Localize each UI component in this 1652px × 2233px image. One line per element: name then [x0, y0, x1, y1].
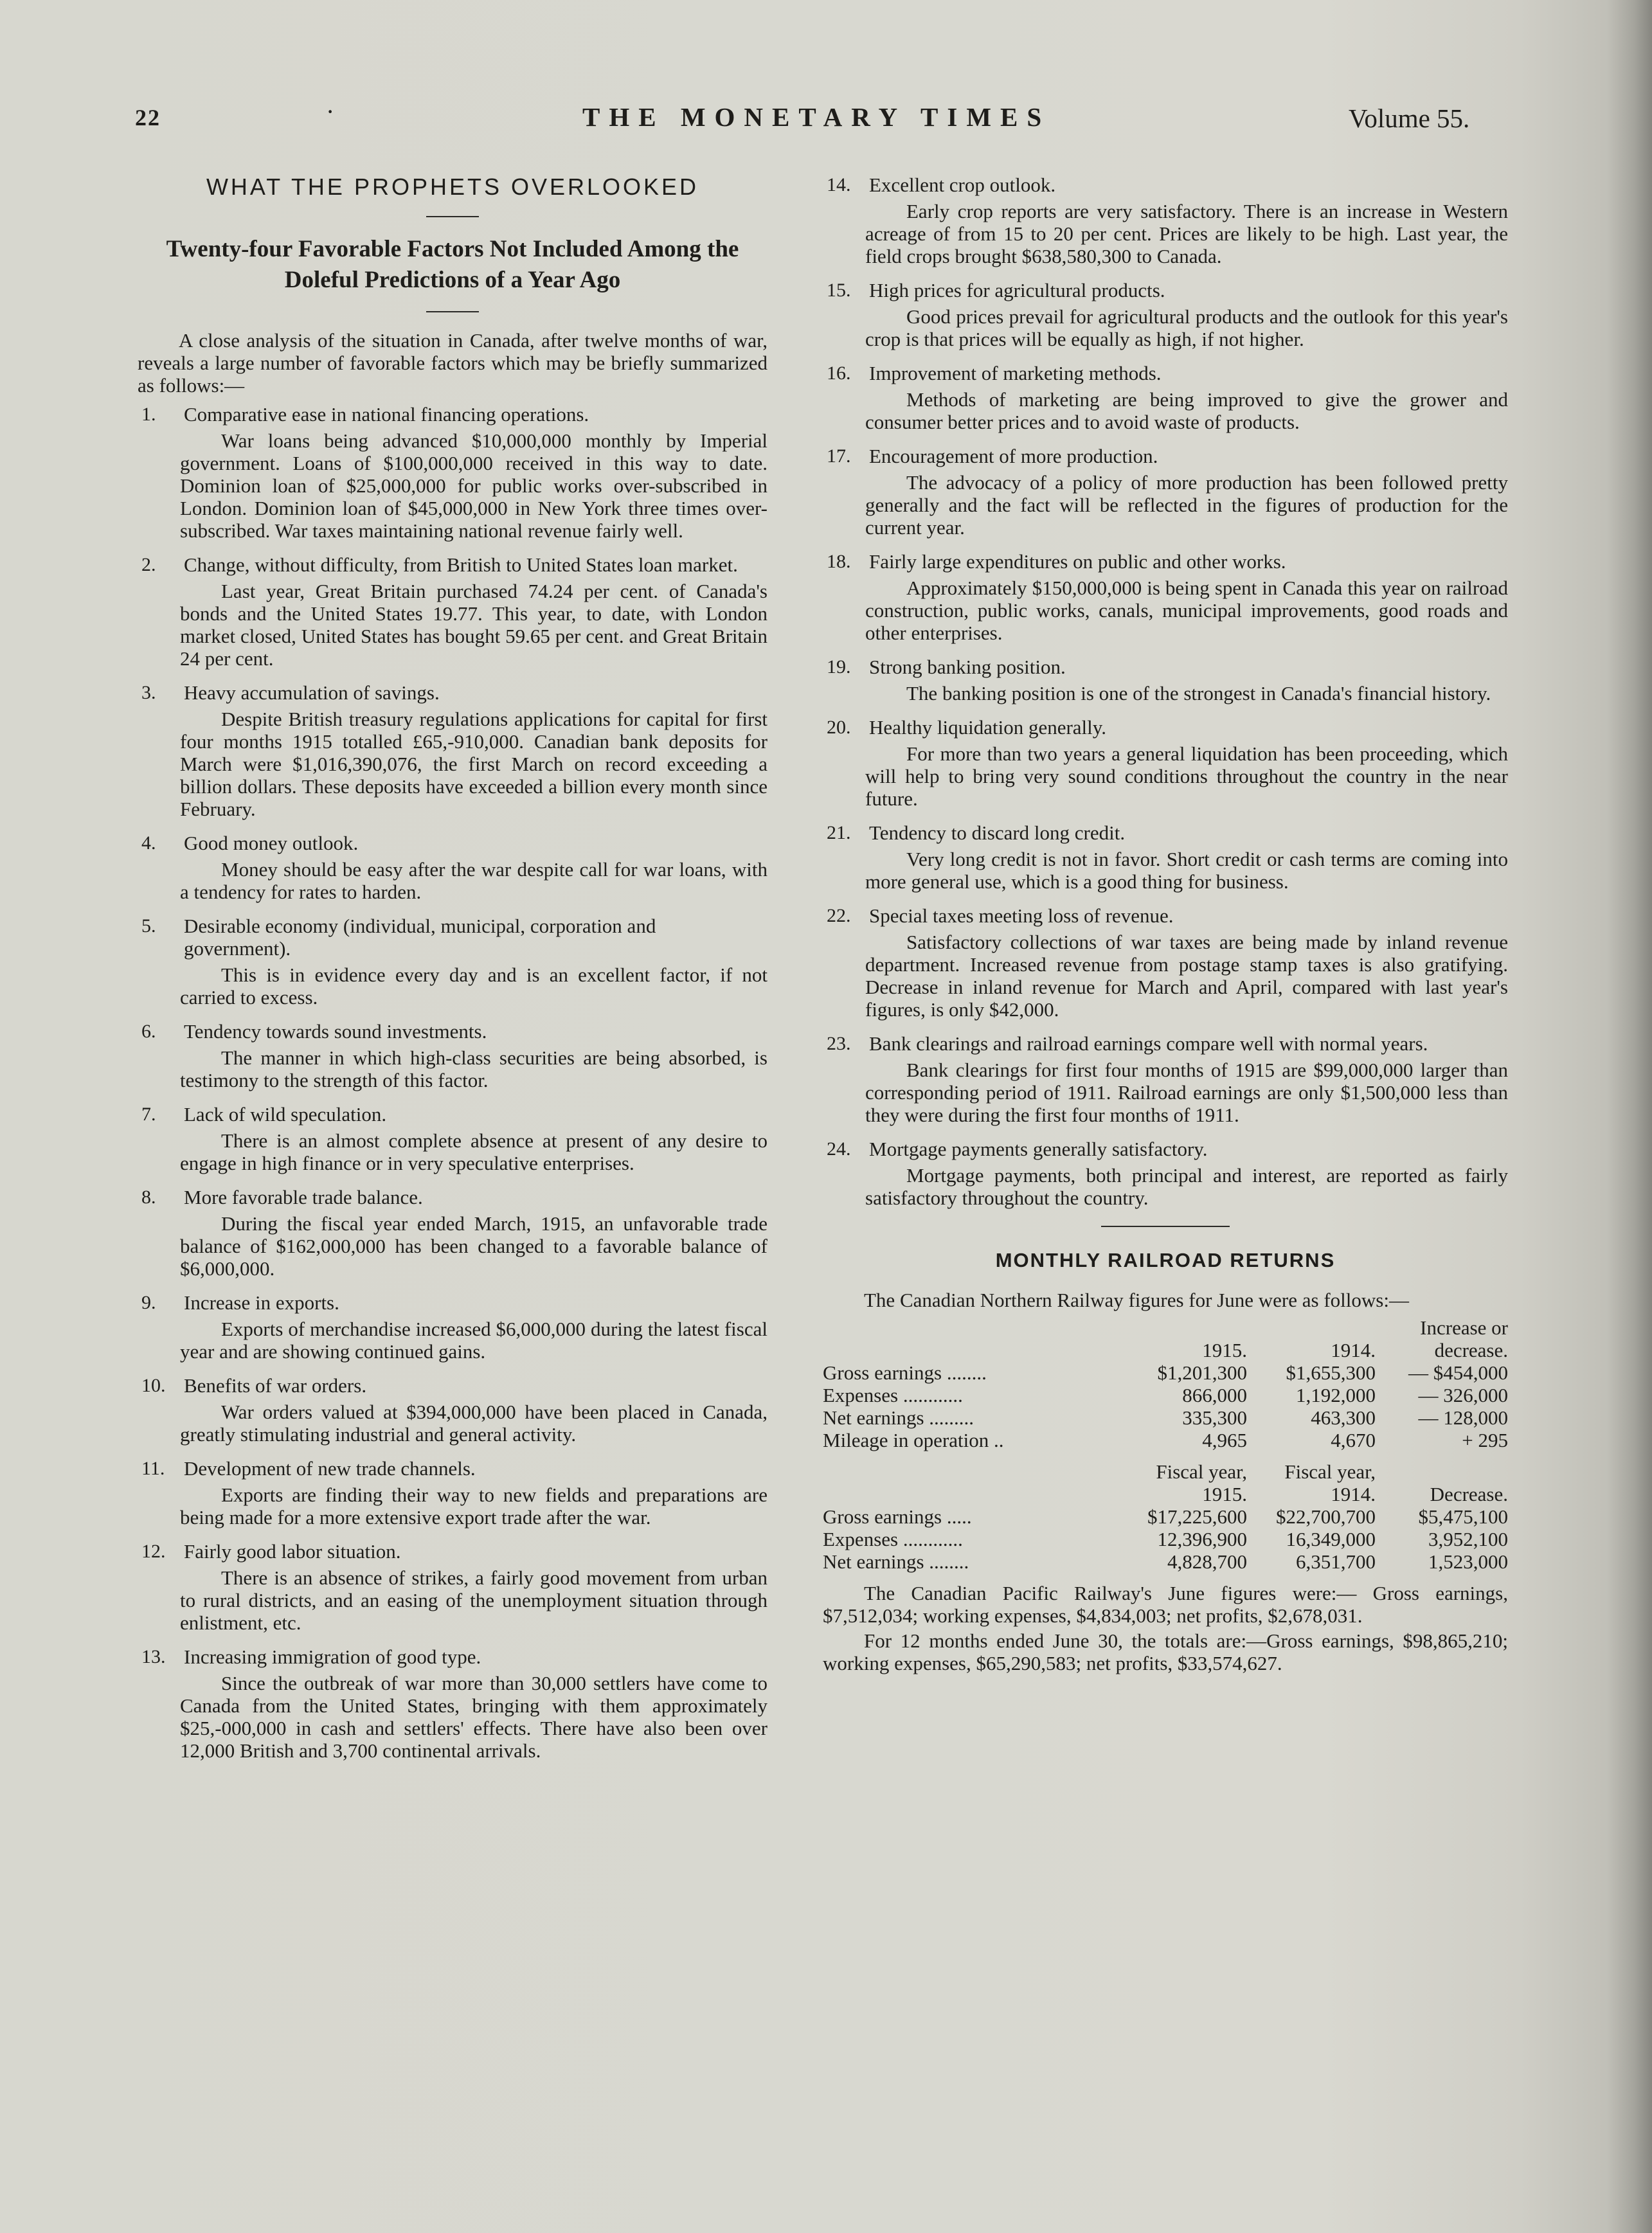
- factor-item: [138, 1540, 768, 1634]
- factor-body: [865, 362, 1508, 433]
- factor-text: Despite British treasury regulations applications for capital for first four months 1915 totalled £65,-910,000. Canadian bank deposits for March were $1,016,390,076, the first March on record exceeding a billion dollars. These deposits have exceeded a billion every month since February.: [180, 708, 768, 820]
- table-row: [823, 1505, 1508, 1528]
- factor-text: Bank clearings for first four months of 1915 are $99,000,000 larger than corresponding period of 1911. Railroad earnings are only $1,500,000 less than they were during the first four months of 1911.: [865, 1059, 1508, 1126]
- table-header-top: [823, 1316, 1508, 1339]
- factor-number: 22.: [827, 905, 851, 926]
- factor-heading: Improvement of marketing methods.: [869, 362, 1162, 384]
- table-header-cell: [823, 1483, 1106, 1505]
- factor-heading: Special taxes meeting loss of revenue.: [869, 904, 1174, 927]
- table-row: [823, 1384, 1508, 1406]
- factor-item: [138, 832, 768, 903]
- factor-text: Since the outbreak of war more than 30,000 settlers have come to Canada from the United States, bringing with them approximately $25,-000,000 in cash and settlers' effects. There have also been over 12,000 British and 3,700 continental arrivals.: [180, 1672, 768, 1762]
- factor-text: This is in evidence every day and is an excellent factor, if not carried to excess.: [180, 964, 768, 1009]
- title-rule: [426, 216, 479, 217]
- factor-body: [180, 1457, 768, 1529]
- page-edge-shadow: [1607, 0, 1652, 2233]
- table-header-cell: Increase or: [1420, 1316, 1508, 1339]
- factor-text: Exports are finding their way to new fields and preparations are being made for a more extensive export trade after the war.: [180, 1484, 768, 1529]
- factor-heading: Fairly good labor situation.: [184, 1540, 401, 1563]
- factor-text: The banking position is one of the strongest in Canada's financial history.: [906, 682, 1491, 704]
- factor-body: [180, 553, 768, 670]
- factor-item: [823, 821, 1508, 893]
- factor-body: [180, 832, 768, 903]
- table-cell: 4,828,700: [1167, 1550, 1247, 1573]
- table-header-top: [823, 1460, 1508, 1483]
- article-subtitle: Twenty-four Favorable Factors Not Included Among the Doleful Predictions of a Year Ago: [166, 236, 739, 293]
- table-header-cell: 1915.: [1202, 1339, 1247, 1361]
- factor-heading: Lack of wild speculation.: [184, 1103, 387, 1125]
- table-cell: 335,300: [1182, 1406, 1247, 1429]
- table-cell: — $454,000: [1408, 1361, 1508, 1384]
- factor-text: For more than two years a general liquidation has been proceeding, which will help to bring very sound conditions throughout the country in the near future.: [865, 742, 1508, 810]
- factor-number: 17.: [827, 445, 851, 467]
- right-column: [823, 174, 1508, 1674]
- factor-number: 7.: [141, 1104, 156, 1125]
- factor-number: 10.: [141, 1375, 166, 1396]
- factor-number: 19.: [827, 656, 851, 677]
- table-row: [823, 1550, 1508, 1573]
- factor-number: 20.: [827, 717, 851, 738]
- factor-number: 2.: [141, 554, 156, 575]
- factor-number: 3.: [141, 682, 156, 703]
- table-header-cell: 1914.: [1331, 1339, 1376, 1361]
- table-header: [823, 1339, 1508, 1361]
- factor-item: [823, 1138, 1508, 1209]
- factor-heading: Mortgage payments generally satisfactory.: [869, 1138, 1208, 1160]
- cnr-fiscal-rows: [823, 1505, 1508, 1573]
- table-header: [823, 1483, 1508, 1505]
- table-header-cell: [823, 1460, 1106, 1483]
- factor-item: [138, 403, 768, 542]
- subtitle-rule: [426, 311, 479, 312]
- factor-item: [823, 279, 1508, 350]
- table-cell: — 128,000: [1418, 1406, 1508, 1429]
- factor-body: [180, 1646, 768, 1762]
- factor-body: [869, 656, 1508, 704]
- table-row: [823, 1429, 1508, 1451]
- factor-text: Last year, Great Britain purchased 74.24 per cent. of Canada's bonds and the United States 19.77. This year, to date, with London market closed, United States has bought 59.65 per cent. and Great Britain 24 per cent.: [180, 580, 768, 670]
- table-row: [823, 1528, 1508, 1550]
- factor-text: Early crop reports are very satisfactory. There is an increase in Western acreage of from 15 to 20 per cent. Prices are likely to be high. Last year, the field crops brought $638,580,300 to Canada.: [865, 200, 1508, 267]
- factor-text: Exports of merchandise increased $6,000,000 during the latest fiscal year and are showing continued gains.: [180, 1318, 768, 1363]
- factor-item: [138, 1103, 768, 1174]
- table-header-cell: [1376, 1460, 1508, 1483]
- factor-number: 16.: [827, 363, 851, 384]
- factor-body: [180, 1291, 768, 1363]
- factor-number: 5.: [141, 915, 156, 937]
- factor-heading: Increasing immigration of good type.: [184, 1646, 481, 1668]
- table-cell: 866,000: [1182, 1384, 1247, 1406]
- page-number: 22: [135, 105, 161, 130]
- table-cell: 1,523,000: [1428, 1550, 1508, 1573]
- factor-item: [138, 1646, 768, 1762]
- factor-text: The manner in which high-class securities are being absorbed, is testimony to the strength of this factor.: [180, 1046, 768, 1091]
- factor-number: 11.: [141, 1458, 165, 1479]
- cnr-monthly-table: [823, 1316, 1508, 1451]
- factor-heading: Strong banking position.: [869, 656, 1066, 678]
- factor-body: [180, 1540, 768, 1634]
- factor-text: Money should be easy after the war despite call for war loans, with a tendency for rates to harden.: [180, 858, 768, 903]
- factor-text: Methods of marketing are being improved to give the grower and consumer better prices and to avoid waste of products.: [865, 388, 1508, 433]
- factor-heading: Good money outlook.: [184, 832, 359, 854]
- factor-text: The advocacy of a policy of more production has been followed pretty generally and the fact will be reflected in the figures of production for the current year.: [865, 471, 1508, 539]
- factor-item: [138, 1291, 768, 1363]
- factor-item: [823, 904, 1508, 1021]
- factor-item: [823, 656, 1508, 704]
- factor-heading: Benefits of war orders.: [184, 1374, 367, 1397]
- table-cell: $1,655,300: [1286, 1361, 1376, 1384]
- header-dot: ·: [326, 97, 335, 126]
- factor-body: [865, 550, 1508, 644]
- factor-item: [823, 1032, 1508, 1126]
- article-intro: A close analysis of the situation in Canada, after twelve months of war, reveals a large number of favorable factors which may be briefly summarized as follows:—: [138, 329, 768, 397]
- table-cell: 12,396,900: [1157, 1528, 1247, 1550]
- factor-body: [180, 1374, 768, 1446]
- table-cell: + 295: [1462, 1429, 1508, 1451]
- factor-text: There is an absence of strikes, a fairly good movement from urban to rural districts, and an easing of the unemployment situation through enlistment, etc.: [180, 1566, 768, 1634]
- cpr-annual-figures: For 12 months ended June 30, the totals are:—Gross earnings, $98,865,210; working expenses, $65,290,583; net profits, $33,574,627.: [823, 1629, 1508, 1674]
- factor-number: 15.: [827, 280, 851, 301]
- factor-heading: Excellent crop outlook.: [869, 174, 1056, 196]
- table-row: [823, 1406, 1508, 1429]
- factor-number: 13.: [141, 1646, 166, 1667]
- factor-number: 6.: [141, 1021, 156, 1042]
- volume-label: Volume 55.: [1349, 103, 1470, 133]
- table-cell: Gross earnings .....: [823, 1505, 972, 1528]
- factor-heading: Tendency towards sound investments.: [184, 1020, 487, 1043]
- factor-body: [180, 403, 768, 542]
- table-cell: Expenses ............: [823, 1528, 963, 1550]
- factor-text: Mortgage payments, both principal and interest, are reported as fairly satisfactory throughout the country.: [865, 1164, 1508, 1209]
- factor-body: [865, 445, 1508, 539]
- table-cell: Gross earnings ........: [823, 1361, 987, 1384]
- factor-number: 24.: [827, 1138, 851, 1160]
- table-header-cell: Fiscal year,: [1284, 1460, 1376, 1483]
- factor-number: 9.: [141, 1292, 156, 1313]
- left-item-list: [138, 403, 768, 1762]
- factor-heading: Encouragement of more production.: [869, 445, 1158, 467]
- factor-number: 4.: [141, 832, 156, 854]
- left-column: [138, 174, 768, 1773]
- railroad-intro: The Canadian Northern Railway figures for June were as follows:—: [864, 1289, 1409, 1311]
- table-cell: Mileage in operation ..: [823, 1429, 1004, 1451]
- factor-heading: Tendency to discard long credit.: [869, 821, 1126, 844]
- table-cell: 3,952,100: [1428, 1528, 1508, 1550]
- factor-item: [823, 174, 1508, 267]
- factor-heading: More favorable trade balance.: [184, 1186, 423, 1208]
- factor-item: [823, 445, 1508, 539]
- factor-text: Very long credit is not in favor. Short credit or cash terms are coming into more general use, which is a good thing for business.: [865, 848, 1508, 893]
- factor-text: During the fiscal year ended March, 1915, an unfavorable trade balance of $162,000,000 has been changed to a favorable balance of $6,000,000.: [180, 1212, 768, 1280]
- factor-body: [180, 681, 768, 820]
- factor-body: [180, 1020, 768, 1091]
- factor-body: [865, 716, 1508, 810]
- factor-body: [865, 904, 1508, 1021]
- table-cell: Net earnings .........: [823, 1406, 974, 1429]
- factor-number: 8.: [141, 1187, 156, 1208]
- factor-text: Approximately $150,000,000 is being spent in Canada this year on railroad construction, public works, canals, municipal improvements, good roads and other enterprises.: [865, 577, 1508, 644]
- table-header-cell: Decrease.: [1430, 1483, 1508, 1505]
- factor-item: [138, 681, 768, 820]
- article-title: WHAT THE PROPHETS OVERLOOKED: [206, 174, 699, 200]
- factor-item: [138, 1020, 768, 1091]
- table-header-cell: decrease.: [1434, 1339, 1508, 1361]
- factor-item: [138, 1457, 768, 1529]
- factor-number: 12.: [141, 1541, 166, 1562]
- cpr-june-figures: The Canadian Pacific Railway's June figures were:— Gross earnings, $7,512,034; working expenses, $4,834,003; net profits, $2,678,031.: [823, 1582, 1508, 1627]
- factor-item: [138, 553, 768, 670]
- table-cell: $17,225,600: [1147, 1505, 1247, 1528]
- factor-number: 1.: [141, 404, 156, 425]
- page-header: [0, 96, 1652, 141]
- factor-number: 18.: [827, 551, 851, 572]
- cnr-fiscal-table: [823, 1460, 1508, 1573]
- factor-item: [138, 1186, 768, 1280]
- factor-heading: Fairly large expenditures on public and other works.: [869, 550, 1286, 573]
- table-cell: $1,201,300: [1157, 1361, 1247, 1384]
- table-row: [823, 1361, 1508, 1384]
- factor-heading: Change, without difficulty, from British to United States loan market.: [184, 553, 738, 576]
- factor-heading: Bank clearings and railroad earnings compare well with normal years.: [869, 1032, 1428, 1055]
- factor-body: [180, 1186, 768, 1280]
- factor-heading: Development of new trade channels.: [184, 1457, 476, 1480]
- factor-item: [138, 915, 768, 1009]
- factor-body: [865, 1138, 1508, 1209]
- factor-number: 23.: [827, 1033, 851, 1054]
- table-cell: $5,475,100: [1418, 1505, 1508, 1528]
- factor-number: 14.: [827, 174, 851, 195]
- factor-body: [865, 174, 1508, 267]
- publication-title: THE MONETARY TIMES: [582, 102, 1051, 132]
- table-cell: — 326,000: [1418, 1384, 1508, 1406]
- factor-heading: Healthy liquidation generally.: [869, 716, 1107, 739]
- factor-text: There is an almost complete absence at present of any desire to engage in high finance or in very speculative enterprises.: [180, 1129, 768, 1174]
- factor-text: War loans being advanced $10,000,000 monthly by Imperial government. Loans of $100,000,000 received in this way to date. Dominion loan of $25,000,000 for public works over-subscribed in London. Dominion loan of $45,000,000 in New York three times over-subscribed. War taxes maintaining national revenue fairly well.: [180, 429, 768, 542]
- table-cell: 4,965: [1202, 1429, 1247, 1451]
- table-cell: 4,670: [1331, 1429, 1376, 1451]
- table-cell: 16,349,000: [1286, 1528, 1376, 1550]
- table-header-cell: 1915.: [1202, 1483, 1247, 1505]
- factor-heading: Heavy accumulation of savings.: [184, 681, 440, 704]
- table-cell: $22,700,700: [1276, 1505, 1376, 1528]
- railroad-rule: [1101, 1226, 1230, 1227]
- table-cell: 6,351,700: [1296, 1550, 1376, 1573]
- factor-body: [865, 279, 1508, 350]
- factor-heading: Increase in exports.: [184, 1291, 339, 1314]
- railroad-title: MONTHLY RAILROAD RETURNS: [995, 1249, 1336, 1271]
- table-header-cell: 1914.: [1331, 1483, 1376, 1505]
- factor-item: [138, 1374, 768, 1446]
- factor-heading: Desirable economy (individual, municipal, corporation and government).: [184, 915, 656, 960]
- table-cell: 1,192,000: [1296, 1384, 1376, 1406]
- table-cell: Net earnings ........: [823, 1550, 969, 1573]
- factor-text: War orders valued at $394,000,000 have been placed in Canada, greatly stimulating industrial and general activity.: [180, 1401, 768, 1446]
- factor-body: [865, 821, 1508, 893]
- table-cell: Expenses ............: [823, 1384, 963, 1406]
- factor-item: [823, 550, 1508, 644]
- factor-heading: High prices for agricultural products.: [869, 279, 1165, 301]
- right-item-list: [823, 174, 1508, 1209]
- table-cell: 463,300: [1311, 1406, 1376, 1429]
- factor-item: [823, 362, 1508, 433]
- factor-item: [823, 716, 1508, 810]
- table-header-cell: [823, 1339, 1106, 1361]
- cnr-monthly-rows: [823, 1361, 1508, 1451]
- factor-text: Good prices prevail for agricultural products and the outlook for this year's crop is that prices will be equally as high, if not higher.: [865, 305, 1508, 350]
- factor-heading: Comparative ease in national financing operations.: [184, 403, 589, 426]
- factor-text: Satisfactory collections of war taxes are being made by inland revenue department. Increased revenue from postage stamp taxes is also gratifying. Decrease in inland revenue for March and April, compared with last year's figures, is only $42,000.: [865, 931, 1508, 1021]
- factor-body: [180, 915, 768, 1009]
- factor-body: [180, 1103, 768, 1174]
- table-header-cell: Fiscal year,: [1156, 1460, 1247, 1483]
- factor-number: 21.: [827, 822, 851, 843]
- factor-body: [865, 1032, 1508, 1126]
